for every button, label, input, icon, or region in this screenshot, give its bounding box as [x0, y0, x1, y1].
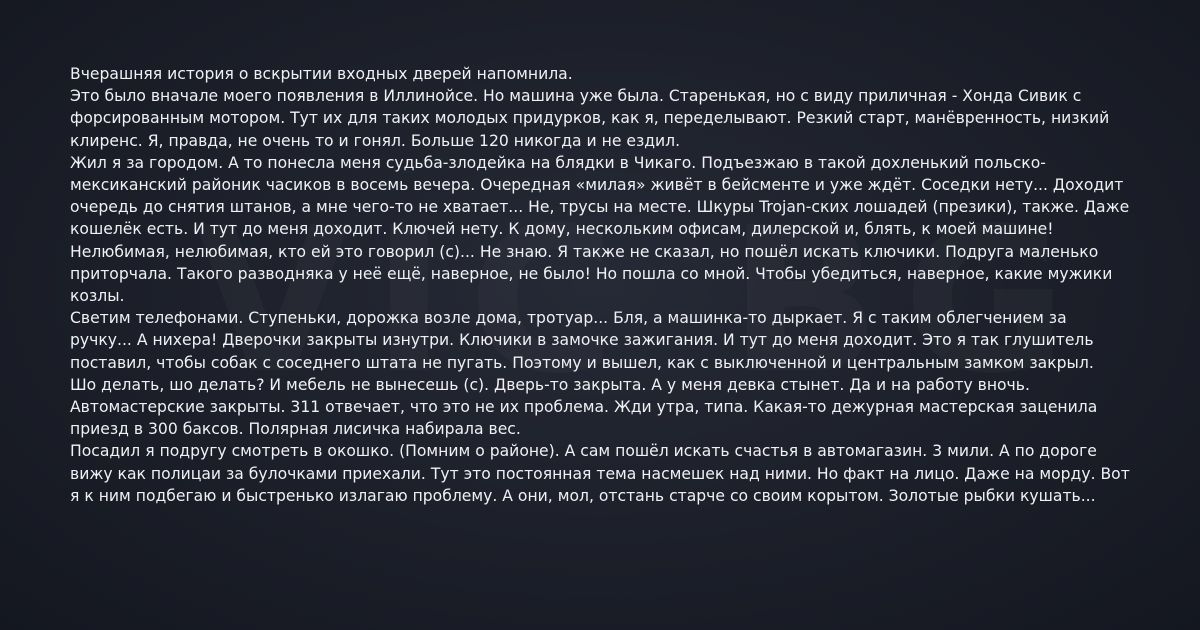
story-paragraph: Светим телефонами. Ступеньки, дорожка возле дома, тротуар... Бля, а машинка-то дыркает. Я с таким облегчением за ручку... А нихера! Дверочки закрыты изнутри. Ключики в замочке зажигания. И тут до меня доходит. Это я так глушитель поставил, чтобы собак с соседнего штата не пугать. Поэтому и вышел, как с выключенной и центральным замком закрыл. — [70, 309, 1094, 372]
story-paragraph: Шо делать, шо делать? И мебель не вынесешь (c). Дверь-то закрыта. А у меня девка стынет. Да и на работу вночь. Автомастерские закрыты. 311 отвечает, что это не их проблема. Жди утра, типа. Какая-то дежурная мастерская заценила приезд в 300 баксов. Полярная лисичка набирала вес. — [70, 375, 1098, 439]
story-paragraph: Это было вначале моего появления в Иллинойсе. Но машина уже была. Старенькая, но с виду приличная - Хонда Сивик с форсированным мотором. Тут их для таких молодых придурков, как я, переделывают. Резкий старт, манёвренность, низкий клиренс. Я, правда, не очень то и гонял. Больше 120 никогда и не ездил. — [70, 87, 1110, 150]
story-text — [70, 63, 1130, 507]
story-paragraph: Вчерашняя история о вскрытии входных дверей напомнила. — [70, 65, 573, 83]
story-paragraph: Жил я за городом. А то понесла меня судьба-злодейка на блядки в Чикаго. Подъезжаю в такой дохленький польско-мексиканский районик часиков в восемь вечера. Очередная «милая» живёт в бейсменте и уже ждёт. Соседки нету... Доходит очередь до снятия штанов, а мне чего-то не хватает... Не, трусы на месте. Шкуры Trojan-ских лошадей (презики), также. Даже кошелёк есть. И тут до меня доходит. Ключей нету. К дому, нескольким офисам, дилерской и, блять, к моей машине! — [70, 153, 1130, 239]
story-paragraph: Посадил я подругу смотреть в окошко. (Помним о районе). А сам пошёл искать счастья в автомагазин. 3 мили. А по дороге вижу как полицаи за булочками приехали. Тут это постоянная тема насмешек над ними. Но факт на лицо. Даже на морду. Вот я к ним подбегаю и быстренько излагаю проблему. А они, мол, отстань старче со своим корытом. Золотые рыбки кушать... — [70, 442, 1130, 505]
story-paragraph: Нелюбимая, нелюбимая, кто ей это говорил (c)... Не знаю. Я также не сказал, но пошёл искать ключики. Подруга маленько приторчала. Такого разводняка у неё ещё, наверное, не было! Но пошла со мной. Чтобы убедиться, наверное, какие мужики козлы. — [70, 242, 1113, 306]
